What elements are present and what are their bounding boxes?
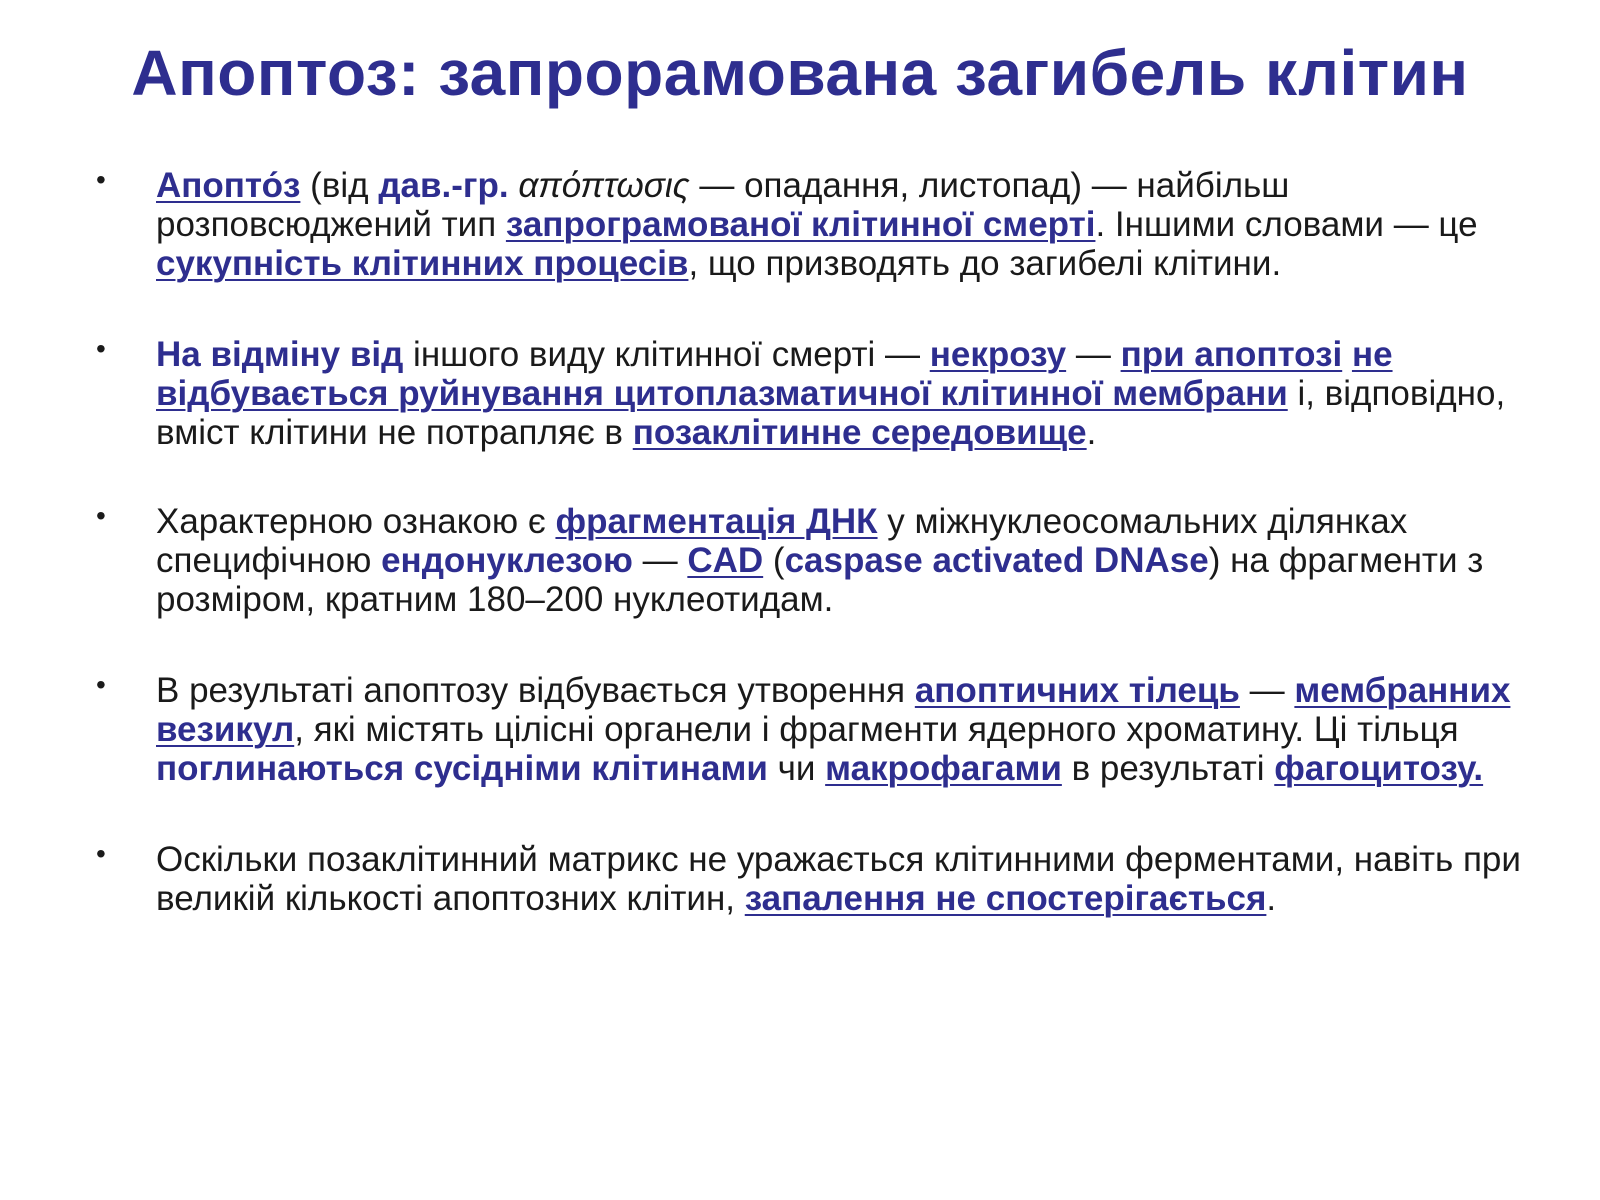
bullet-item: [96, 840, 1526, 918]
greek-word: απόπτωσις: [518, 166, 690, 205]
text-segment: [509, 166, 519, 205]
highlighted-term: На відміну від: [156, 335, 404, 374]
bullet-text: [156, 840, 1521, 918]
text-segment: і, відповідно, вміст клітини не потрапляє в: [156, 374, 1506, 452]
term-link[interactable]: при апоптозі: [1120, 335, 1343, 374]
term-link[interactable]: сукупність клітинних процесів: [156, 244, 689, 283]
term-link[interactable]: фрагментація ДНК: [555, 502, 878, 541]
term-link[interactable]: CAD: [687, 541, 764, 580]
bullet-text: [156, 502, 1483, 619]
text-segment: , які містять цілісні органели і фрагменти ядерного хроматину. Ці тільця: [294, 710, 1459, 749]
slide-title: Апоптоз: запрорамована загибель клітин: [131, 37, 1469, 109]
bullet-item: [96, 166, 1526, 283]
text-segment: ) на фрагменти з розміром, кратним 180–200 нуклеотидам.: [156, 541, 1484, 619]
term-link[interactable]: Апопто́з: [156, 166, 301, 205]
bullet-list: [96, 166, 1526, 972]
text-segment: —: [1239, 671, 1295, 710]
bullet-text: [156, 335, 1505, 452]
text-segment: .: [1266, 879, 1277, 918]
text-segment: , що призводять до загибелі клітини.: [688, 244, 1282, 283]
text-segment: .: [1086, 413, 1097, 452]
highlighted-term: caspase activated DNAse: [784, 541, 1209, 580]
text-segment: іншого виду клітинної смерті —: [403, 335, 930, 374]
term-link[interactable]: макрофагами: [825, 749, 1062, 788]
text-segment: . Іншими словами — це: [1095, 205, 1478, 244]
highlighted-term: дав.-гр.: [378, 166, 509, 205]
text-segment: [1342, 335, 1352, 374]
text-segment: Оскільки позаклітинний матрикс не уражається клітинними ферментами, навіть при великій кількості апоптозних клітин,: [156, 840, 1521, 918]
term-link[interactable]: мембранних везикул: [156, 671, 1511, 749]
bullet-dot-icon: •: [96, 333, 106, 364]
text-segment: —: [1066, 335, 1121, 374]
text-segment: в результаті: [1061, 749, 1275, 788]
term-link[interactable]: запалення не спостерігається: [744, 879, 1267, 918]
text-segment: Характерною ознакою є: [156, 502, 556, 541]
text-segment: (: [763, 541, 785, 580]
bullet-text: [156, 671, 1510, 788]
text-segment: у міжнуклеосомальних ділянках специфічною: [156, 502, 1408, 580]
bullet-item: [96, 671, 1526, 788]
bullet-dot-icon: •: [96, 164, 106, 195]
text-segment: —: [632, 541, 688, 580]
text-segment: чи: [767, 749, 826, 788]
bullet-dot-icon: •: [96, 838, 106, 869]
bullet-item: [96, 335, 1526, 452]
bullet-dot-icon: •: [96, 500, 106, 531]
highlighted-term: поглинаються сусідніми клітинами: [156, 749, 768, 788]
term-link[interactable]: апоптичних тілець: [914, 671, 1240, 710]
bullet-item: [96, 502, 1526, 619]
text-segment: — опадання, листопад) — найбільш розповсюджений тип: [156, 166, 1290, 244]
highlighted-term: ендонуклезою: [381, 541, 633, 580]
text-segment: (від: [300, 166, 379, 205]
text-segment: В результаті апоптозу відбувається утворення: [156, 671, 915, 710]
term-link[interactable]: запрограмованої клітинної смерті: [505, 205, 1096, 244]
term-link[interactable]: фагоцитозу.: [1274, 749, 1484, 788]
bullet-text: [156, 166, 1478, 283]
term-link[interactable]: некрозу: [929, 335, 1067, 374]
term-link[interactable]: позаклітинне середовище: [632, 413, 1087, 452]
term-link[interactable]: не відбувається руйнування цитоплазматичної клітинної мембрани: [156, 335, 1393, 413]
bullet-dot-icon: •: [96, 669, 106, 700]
